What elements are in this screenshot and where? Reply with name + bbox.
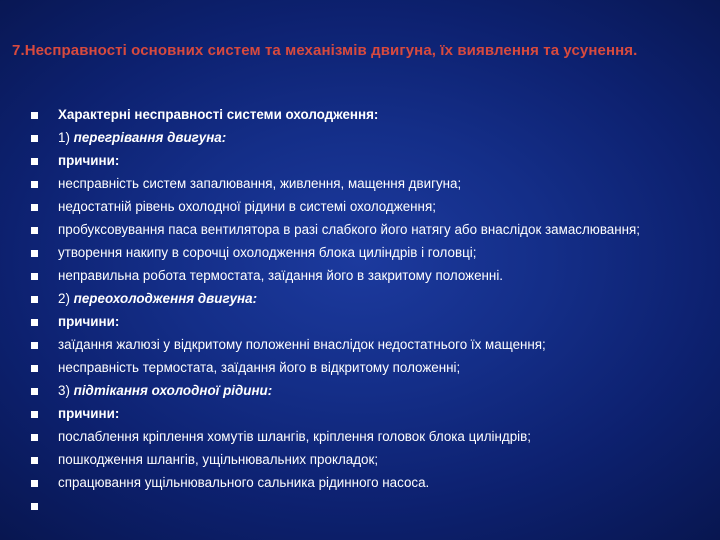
bullet-text: переохолодження двигуна: (73, 290, 258, 306)
square-bullet-icon (31, 181, 38, 188)
bullet-item (28, 451, 678, 470)
square-bullet-icon (31, 319, 38, 326)
bullet-text: спрацювання ущільнювального сальника рідинного насоса. (58, 474, 430, 490)
bullet-item (28, 428, 678, 447)
square-bullet-icon (31, 273, 38, 280)
bullet-item (28, 129, 678, 148)
bullet-text: неправильна робота термостата, заїдання його в закритому положенні. (58, 267, 504, 283)
bullet-item (28, 290, 678, 309)
bullet-text: перегрівання двигуна: (73, 129, 227, 145)
square-bullet-icon (31, 227, 38, 234)
square-bullet-icon (31, 411, 38, 418)
bullet-text: несправність термостата, заїдання його в відкритому положенні; (58, 359, 461, 375)
bullet-text: недостатній рівень охолодної рідини в системі охолодження; (58, 198, 436, 214)
square-bullet-icon (31, 342, 38, 349)
bullet-item (28, 382, 678, 401)
bullet-item (28, 497, 678, 516)
square-bullet-icon (31, 388, 38, 395)
slide-title: 7.Несправності основних систем та механізмів двигуна, їх виявлення та усунення. (12, 42, 638, 59)
bullet-text: підтікання охолодної рідини: (73, 382, 273, 398)
square-bullet-icon (31, 434, 38, 441)
bullet-item (28, 221, 678, 240)
square-bullet-icon (31, 112, 38, 119)
bullet-item (28, 198, 678, 217)
bullet-item (28, 106, 678, 125)
bullet-text: причини: (58, 152, 120, 168)
bullet-item (28, 474, 678, 493)
bullet-list (28, 106, 678, 520)
bullet-item (28, 405, 678, 424)
square-bullet-icon (31, 457, 38, 464)
bullet-item (28, 152, 678, 171)
bullet-text: 1) (58, 129, 74, 145)
square-bullet-icon (31, 135, 38, 142)
square-bullet-icon (31, 480, 38, 487)
square-bullet-icon (31, 204, 38, 211)
bullet-item (28, 267, 678, 286)
square-bullet-icon (31, 250, 38, 257)
bullet-item (28, 175, 678, 194)
bullet-item (28, 244, 678, 263)
square-bullet-icon (31, 296, 38, 303)
bullet-text: 2) (58, 290, 74, 306)
square-bullet-icon (31, 503, 38, 510)
bullet-text: несправність систем запалювання, живлення, мащення двигуна; (58, 175, 462, 191)
bullet-text: утворення накипу в сорочці охолодження блока циліндрів і головці; (58, 244, 477, 260)
square-bullet-icon (31, 158, 38, 165)
bullet-item (28, 359, 678, 378)
bullet-text: причини: (58, 313, 120, 329)
bullet-item (28, 336, 678, 355)
bullet-text: пошкодження шлангів, ущільнювальних прокладок; (58, 451, 379, 467)
bullet-text: послаблення кріплення хомутів шлангів, кріплення головок блока циліндрів; (58, 428, 531, 444)
bullet-text: заїдання жалюзі у відкритому положенні внаслідок недостатнього їх мащення; (58, 336, 546, 352)
bullet-item (28, 313, 678, 332)
bullet-text: Характерні несправності системи охолодження: (58, 107, 379, 122)
square-bullet-icon (31, 365, 38, 372)
bullet-text: 3) (58, 382, 74, 398)
bullet-text: пробуксовування паса вентилятора в разі слабкого його натягу або внаслідок замаслювання; (58, 221, 640, 237)
bullet-text: причини: (58, 405, 120, 421)
